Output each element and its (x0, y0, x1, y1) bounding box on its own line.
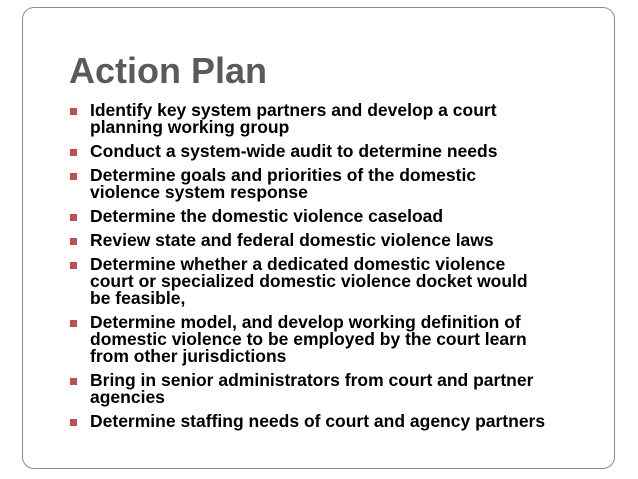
square-bullet-icon (70, 214, 77, 221)
bullet-text-line: Bring in senior administrators from court and partner (90, 370, 534, 390)
bullet-text-line: violence system response (90, 182, 308, 202)
bullet-list (70, 102, 610, 437)
slide-title: Action Plan (69, 50, 268, 91)
bullet-item (70, 256, 610, 307)
bullet-text-line: from other jurisdictions (90, 346, 287, 366)
bullet-text-line: Determine whether a dedicated domestic violence (90, 254, 506, 274)
bullet-item (70, 372, 610, 406)
bullet-item (70, 102, 610, 136)
bullet-item (70, 208, 610, 225)
square-bullet-icon (70, 238, 77, 245)
bullet-item (70, 232, 610, 249)
bullet-text-line: Review state and federal domestic violence laws (90, 230, 494, 250)
bullet-item (70, 413, 610, 430)
bullet-text-line: Determine the domestic violence caseload (90, 206, 444, 226)
bullet-item (70, 143, 610, 160)
bullet-item (70, 167, 610, 201)
bullet-text-line: planning working group (90, 117, 290, 137)
square-bullet-icon (70, 108, 77, 115)
bullet-text-line: Determine model, and develop working definition of (90, 312, 521, 332)
square-bullet-icon (70, 320, 77, 327)
square-bullet-icon (70, 173, 77, 180)
square-bullet-icon (70, 378, 77, 385)
bullet-text-line: be feasible, (90, 288, 186, 308)
bullet-text-line: court or specialized domestic violence docket would (90, 271, 528, 291)
bullet-text-line: Determine staffing needs of court and agency partners (90, 411, 546, 431)
bullet-text-line: agencies (90, 387, 165, 407)
square-bullet-icon (70, 419, 77, 426)
square-bullet-icon (70, 262, 77, 269)
bullet-text-line: Conduct a system-wide audit to determine needs (90, 141, 498, 161)
bullet-item (70, 314, 610, 365)
bullet-text-line: Identify key system partners and develop a court (90, 100, 497, 120)
bullet-text-line: Determine goals and priorities of the domestic (90, 165, 477, 185)
bullet-text-line: domestic violence to be employed by the court learn (90, 329, 527, 349)
square-bullet-icon (70, 149, 77, 156)
